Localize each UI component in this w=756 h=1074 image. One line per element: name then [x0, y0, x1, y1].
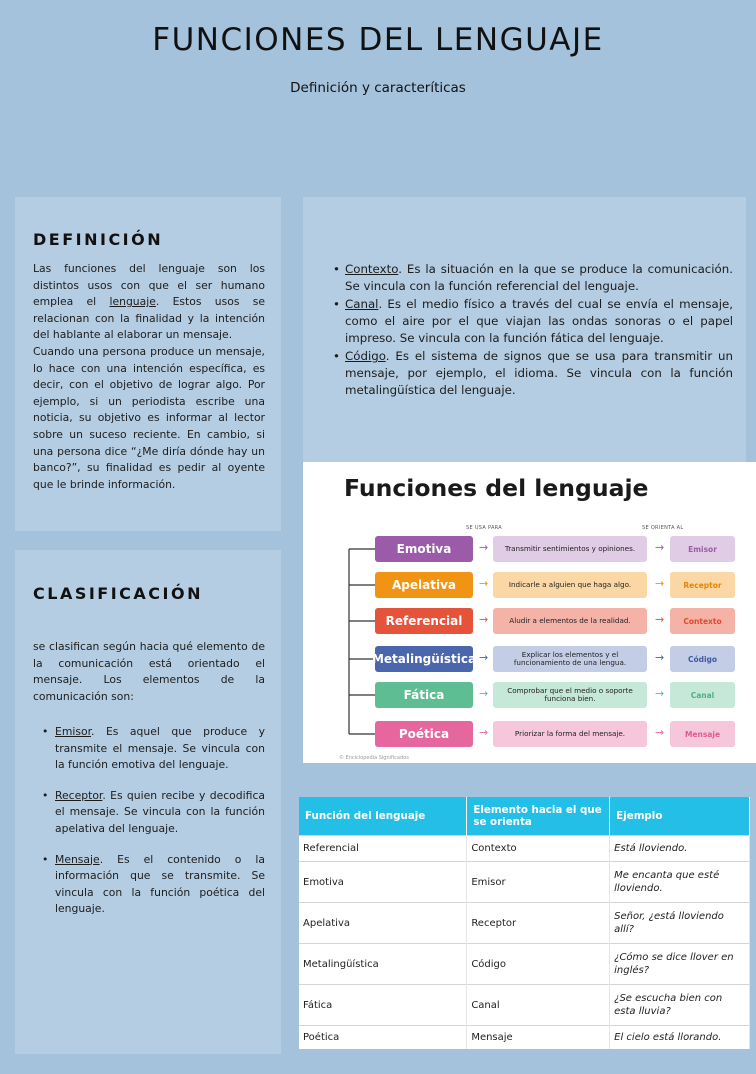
- cell-funcion: Metalingüística: [299, 944, 467, 985]
- cell-ejemplo: ¿Se escucha bien con esta lluvia?: [610, 985, 750, 1026]
- lenguaje-link[interactable]: lenguaje: [109, 295, 156, 309]
- functions-infographic: [303, 462, 756, 763]
- function-name-label: Poética: [375, 721, 473, 747]
- cell-funcion: Fática: [299, 985, 467, 1026]
- table-row: [299, 903, 750, 944]
- list-item-receptor: [33, 788, 265, 838]
- term-mensaje[interactable]: Mensaje: [55, 852, 100, 866]
- definition-p1-text-end: . Estos usos se relacionan con la finalidad y la intención del hablante al elaborar un mensaje.: [33, 295, 266, 342]
- list-item-contexto: [333, 261, 733, 295]
- list-item-text: . Es el contenido o la información que se transmite. Se vincula con la función poética del lenguaje.: [55, 852, 265, 916]
- arrow-right-icon: →: [655, 726, 665, 739]
- term-codigo[interactable]: Código: [345, 349, 386, 363]
- term-contexto[interactable]: Contexto: [345, 262, 399, 276]
- arrow-right-icon: →: [655, 651, 665, 664]
- list-item-codigo: [333, 348, 733, 399]
- list-item-canal: [333, 296, 733, 347]
- arrow-right-icon: →: [479, 726, 489, 739]
- cell-elemento: Receptor: [467, 903, 610, 944]
- definition-paragraph-1: [33, 261, 265, 344]
- infographic-footer: © Enciclopedia Significados: [339, 755, 409, 761]
- definition-panel: [15, 197, 281, 531]
- infographic-column-orienta: SE ORIENTA AL: [642, 525, 684, 531]
- definition-body: [33, 261, 265, 493]
- table-row: [299, 862, 750, 903]
- function-description: Transmitir sentimientos y opiniones.: [493, 536, 647, 562]
- classification-heading: CLASIFICACIÓN: [33, 584, 203, 603]
- page-subtitle: Definición y caracteríticas: [290, 80, 466, 96]
- elements-panel: [303, 197, 746, 462]
- definition-p1-text: Las funciones del lenguaje son los distintos usos con que el ser humano emplea el: [33, 262, 265, 309]
- header-ejemplo: Ejemplo: [610, 797, 750, 836]
- list-item-emisor: [33, 724, 265, 774]
- function-name-label: Apelativa: [375, 572, 473, 598]
- infographic-row: [303, 682, 756, 708]
- arrow-right-icon: →: [479, 651, 489, 664]
- infographic-row: [303, 572, 756, 598]
- functions-table: [299, 797, 750, 1049]
- infographic-row: [303, 646, 756, 672]
- term-canal[interactable]: Canal: [345, 297, 379, 311]
- function-description: Aludir a elementos de la realidad.: [493, 608, 647, 634]
- cell-elemento: Contexto: [467, 836, 610, 862]
- function-target-element: Receptor: [670, 572, 735, 598]
- function-name-label: Emotiva: [375, 536, 473, 562]
- list-item-text: . Es quien recibe y decodifica el mensaje. Se vincula con la función apelativa del lenguaje.: [55, 788, 265, 835]
- infographic-title: Funciones del lenguaje: [344, 474, 649, 502]
- arrow-right-icon: →: [655, 577, 665, 590]
- cell-funcion: Apelativa: [299, 903, 467, 944]
- function-name-label: Metalingüística: [375, 646, 473, 672]
- list-item-text: . Es aquel que produce y transmite el mensaje. Se vincula con la función emotiva del lenguaje.: [55, 725, 265, 772]
- table-row: [299, 944, 750, 985]
- cell-funcion: Referencial: [299, 836, 467, 862]
- list-item-mensaje: [33, 852, 265, 918]
- header-funcion: Función del lenguaje: [299, 797, 467, 836]
- cell-elemento: Código: [467, 944, 610, 985]
- cell-funcion: Poética: [299, 1026, 467, 1050]
- elements-list: [333, 261, 733, 400]
- function-description: Explicar los elementos y el funcionamiento de una lengua.: [493, 646, 647, 672]
- arrow-right-icon: →: [655, 541, 665, 554]
- arrow-right-icon: →: [479, 577, 489, 590]
- cell-elemento: Mensaje: [467, 1026, 610, 1050]
- list-item-text: . Es el medio físico a través del cual se envía el mensaje, como el aire por el que viajan las ondas sonoras o el papel impreso. Se vincula con la función fática del lenguaje.: [345, 297, 733, 345]
- page-title: FUNCIONES DEL LENGUAJE: [152, 22, 604, 58]
- infographic-column-usa: SE USA PARA: [466, 525, 502, 531]
- function-target-element: Contexto: [670, 608, 735, 634]
- function-description: Priorizar la forma del mensaje.: [493, 721, 647, 747]
- classification-intro: se clasifican según hacia qué elemento de la comunicación está orientado el mensaje. Los elementos de la comunicación son:: [33, 640, 265, 703]
- cell-ejemplo: Me encanta que esté lloviendo.: [610, 862, 750, 903]
- table-row: [299, 1026, 750, 1050]
- function-description: Indicarle a alguien que haga algo.: [493, 572, 647, 598]
- term-receptor[interactable]: Receptor: [55, 788, 103, 802]
- arrow-right-icon: →: [479, 687, 489, 700]
- cell-funcion: Emotiva: [299, 862, 467, 903]
- cell-elemento: Emisor: [467, 862, 610, 903]
- infographic-row: [303, 721, 756, 747]
- infographic-row: [303, 608, 756, 634]
- function-target-element: Código: [670, 646, 735, 672]
- arrow-right-icon: →: [655, 613, 665, 626]
- table-header-row: [299, 797, 750, 836]
- function-name-label: Fática: [375, 682, 473, 708]
- arrow-right-icon: →: [655, 687, 665, 700]
- cell-elemento: Canal: [467, 985, 610, 1026]
- cell-ejemplo: ¿Cómo se dice llover en inglés?: [610, 944, 750, 985]
- list-item-text: . Es la situación en la que se produce la comunicación. Se vincula con la función referencial del lenguaje.: [345, 262, 733, 293]
- list-item-text: . Es el sistema de signos que se usa para transmitir un mensaje, por ejemplo, el idioma. Se vincula con la función metalingüística del lenguaje.: [345, 349, 733, 397]
- function-description: Comprobar que el medio o soporte funciona bien.: [493, 682, 647, 708]
- function-name-label: Referencial: [375, 608, 473, 634]
- definition-heading: DEFINICIÓN: [33, 230, 164, 249]
- cell-ejemplo: Está lloviendo.: [610, 836, 750, 862]
- function-target-element: Mensaje: [670, 721, 735, 747]
- cell-ejemplo: El cielo está llorando.: [610, 1026, 750, 1050]
- definition-paragraph-2: Cuando una persona produce un mensaje, lo hace con una intención específica, es decir, con el objetivo de lograr algo. Por ejemplo, si un periodista escribe una noticia, su objetivo es informar al lector sobre un suceso reciente. En cambio, si una persona dice “¿Me diría dónde hay un banco?”, su finalidad es pedir al oyente que le brinde información.: [33, 344, 265, 491]
- cell-ejemplo: Señor, ¿está lloviendo allí?: [610, 903, 750, 944]
- header-elemento: Elemento hacia el que se orienta: [467, 797, 610, 836]
- arrow-right-icon: →: [479, 613, 489, 626]
- table-row: [299, 836, 750, 862]
- arrow-right-icon: →: [479, 541, 489, 554]
- term-emisor[interactable]: Emisor: [55, 725, 92, 738]
- classification-list: [33, 724, 265, 932]
- function-target-element: Emisor: [670, 536, 735, 562]
- table-row: [299, 985, 750, 1026]
- function-target-element: Canal: [670, 682, 735, 708]
- classification-panel: [15, 550, 281, 1054]
- infographic-row: [303, 536, 756, 562]
